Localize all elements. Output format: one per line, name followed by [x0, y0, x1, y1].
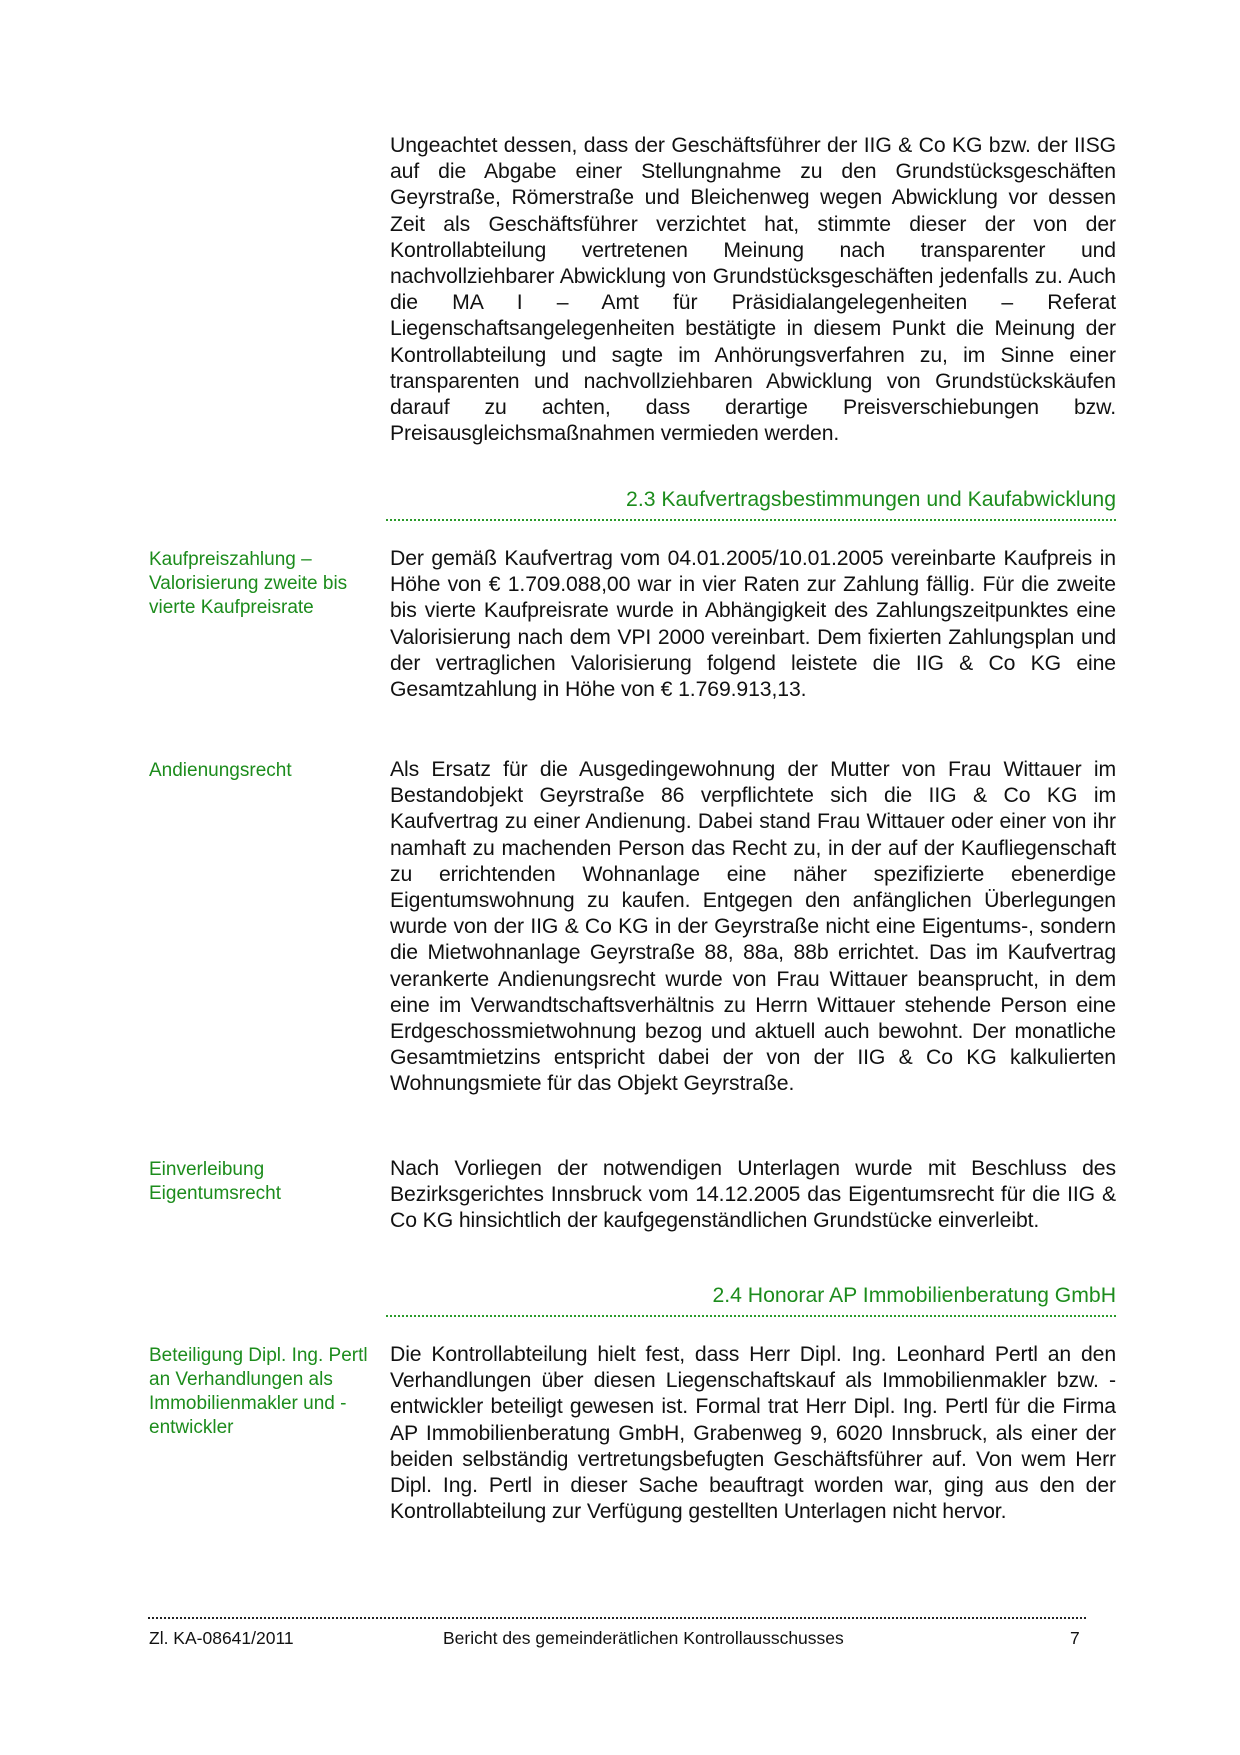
footer-page-number: 7: [1070, 1628, 1080, 1648]
paragraph-beteiligung-pertl: Die Kontrollabteilung hielt fest, dass Herr Dipl. Ing. Leonhard Pertl an den Verhandlungen über diesen Liegenschaftskauf als Immobilienmakler bzw. -entwickler beteiligt gewesen ist. Formal trat Herr Dipl. Ing. Pertl für die Firma AP Immobilienberatung GmbH, Grabenweg 9, 6020 Innsbruck, als einer der beiden selbständig vertretungsbefugten Geschäftsführer auf. Von wem Herr Dipl. Ing. Pertl in dieser Sache beauftragt worden war, ging aus den der Kontrollabteilung zur Verfügung gestellten Unterlagen nicht hervor.: [390, 1343, 1116, 1524]
section-heading-2-3: 2.3 Kaufvertragsbestimmungen und Kaufabwicklung: [386, 487, 1116, 521]
paragraph-einverleibung: Nach Vorliegen der notwendigen Unterlagen wurde mit Beschluss des Bezirksgerichtes Innsbruck vom 14.12.2005 das Eigentumsrecht für die IIG & Co KG hinsichtlich der kaufgegenständlichen Grundstücke einverleibt.: [390, 1157, 1116, 1233]
footer-reference: Zl. KA-08641/2011: [149, 1628, 294, 1648]
section-heading-2-4: 2.4 Honorar AP Immobilienberatung GmbH: [386, 1283, 1116, 1317]
paragraph-andienungsrecht: Als Ersatz für die Ausgedingewohnung der Mutter von Frau Wittauer im Bestandobjekt Geyrstraße 86 verpflichtete sich die IIG & Co KG im Kaufvertrag zu einer Andienung. Dabei stand Frau Wittauer oder einer von ihr namhaft zu machenden Person das Recht zu, in der auf der Kaufliegenschaft zu errichtenden Wohnanlage eine näher spezifizierte ebenerdige Eigentumswohnung zu kaufen. Entgegen den anfänglichen Überlegungen wurde von der IIG & Co KG in der Geyrstraße nicht eine Eigentums-, sondern die Mietwohnanlage Geyrstraße 88, 88a, 88b errichtet. Das im Kaufvertrag verankerte Andienungsrecht wurde von Frau Wittauer beansprucht, in dem eine im Verwandtschaftsverhältnis zu Herrn Wittauer stehende Person eine Erdgeschossmietwohnung bezog und aktuell auch bewohnt. Der monatliche Gesamtmietzins entspricht dabei der von der IIG & Co KG kalkulierten Wohnungsmiete für das Objekt Geyrstraße.: [390, 758, 1116, 1096]
footer-title: Bericht des gemeinderätlichen Kontrollausschusses: [443, 1628, 844, 1648]
margin-note-kaufpreiszahlung: Kaufpreiszahlung – Valorisierung zweite bis vierte Kaufpreisrate: [149, 549, 348, 618]
margin-note-andienungsrecht: Andienungsrecht: [149, 760, 292, 781]
paragraph-kaufpreiszahlung: Der gemäß Kaufvertrag vom 04.01.2005/10.01.2005 vereinbarte Kaufpreis in Höhe von € 1.709.088,00 war in vier Raten zur Zahlung fällig. Für die zweite bis vierte Kaufpreisrate wurde in Abhängigkeit des Zahlungszeitpunktes eine Valorisierung nach dem VPI 2000 vereinbart. Dem fixierten Zahlungsplan und der vertraglichen Valorisierung folgend leistete die IIG & Co KG eine Gesamtzahlung in Höhe von € 1.769.913,13.: [390, 547, 1116, 702]
intro-paragraph: Ungeachtet dessen, dass der Geschäftsführer der IIG & Co KG bzw. der IISG auf die Abgabe einer Stellungnahme zu den Grundstücksgeschäften Geyrstraße, Römerstraße und Bleichenweg wegen Abwicklung vor dessen Zeit als Geschäftsführer verzichtet hat, stimmte dieser der von der Kontrollabteilung vertretenen Meinung nach transparenter und nachvollziehbarer Abwicklung von Grundstücksgeschäften jedenfalls zu. Auch die MA I – Amt für Präsidialangelegenheiten – Referat Liegenschaftsangelegenheiten bestätigte in diesem Punkt die Meinung der Kontrollabteilung und sagte im Anhörungsverfahren zu, im Sinne einer transparenten und nachvollziehbaren Abwicklung von Grundstückskäufen darauf zu achten, dass derartige Preisverschiebungen bzw. Preisausgleichsmaßnahmen vermieden werden.: [390, 134, 1116, 446]
margin-note-beteiligung-pertl: Beteiligung Dipl. Ing. Pertl an Verhandlungen als Immobilienmakler und -entwickler: [149, 1345, 368, 1438]
margin-note-einverleibung: Einverleibung Eigentumsrecht: [149, 1159, 282, 1204]
footer-divider: [148, 1617, 1086, 1619]
